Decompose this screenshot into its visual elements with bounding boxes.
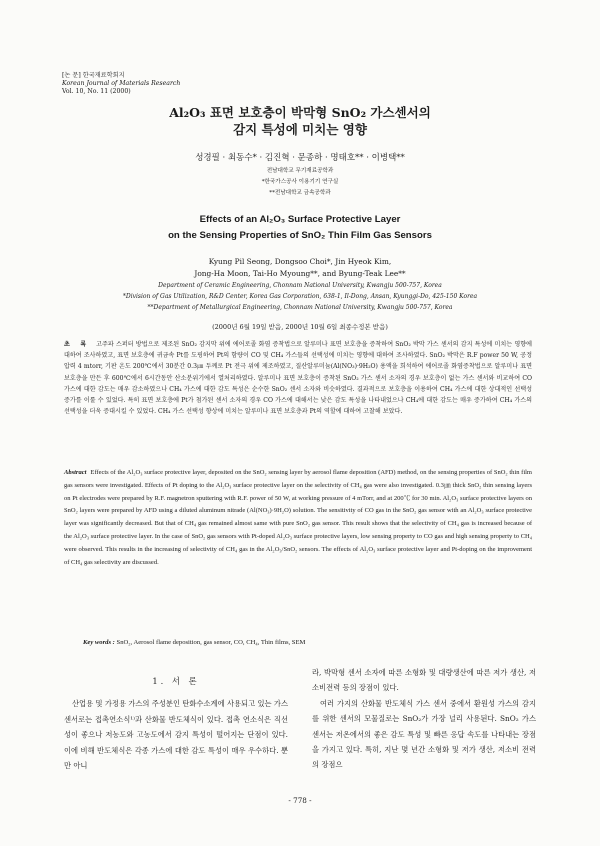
keywords-text: SnO₂, Aerosol flame deposition, gas sensor, CO, CH₄, Thin films, SEM xyxy=(116,639,306,646)
abstract-ko xyxy=(64,339,532,417)
keywords xyxy=(83,639,533,646)
title-en-line1: Effects of an Al₂O₃ Surface Protective Layer xyxy=(199,214,401,225)
authors-ko: 성경필 · 최동수* · 김진혁 · 문종하 · 명태호** · 이병택** xyxy=(195,153,405,163)
journal-volume: Vol. 10, No. 11 (2000) xyxy=(62,88,131,95)
affiliation-en-2: *Division of Gas Utilization, R&D Center, Korea Gas Corporation, 638-1, Il-Dong, Ansan, Kyunggi-Do, 425-150 Korea xyxy=(122,293,478,300)
affiliation-en-3: **Department of Metallurgical Engineering, Chonnam National University, Kwangju 500-757, Korea xyxy=(147,304,453,311)
intro-paragraph-2: 여러 가지의 산화물 반도체식 가스 센서 중에서 환원성 가스의 감지를 위한 센서의 모물질로는 SnO₂가 가장 널리 사용된다. SnO₂ 가스 센서는 저온에서의 좋은 감도 특성 및 빠른 응답 속도를 나타내는 장점을 가지고 있다. 특히, 지난 몇 년간 소형화 및 저가 생산, 저소비 전력의 장점으 xyxy=(312,698,536,770)
journal-header xyxy=(62,72,180,96)
body-column-left xyxy=(64,665,288,773)
abstract-en-text: Effects of the Al₂O₃ surface protective layer, deposited on the SnO₂ sensing layer by aerosol flame deposition (AFD) method, on the sensing properties of SnO₂ thin film gas sensors were investigated. Effects of Pt doping to the Al₂O₃ surface protective layer on the selectivity of CH₄ gas were also investigated. 0.3㎛ thick SnO₂ thin sensing layers on Pt electrodes were prepared by R.F. magnetron sputtering with R.F. power of 50 W, at working pressure of 4 mTorr, and at 200℃ for 30 min. Al₂O₃ surface protective layers on SnO₂ layers were prepared by AFD using a diluted aluminum nitrade (Al(NO₃)·9H₂O) solution. The sensitivity of CO gas in the SnO₂ gas sensor with an Al₂O₃ surface protective layer was significantly decreased. But that of CH₄ gas remained almost same with pure SnO₂ gas sensor. This result shows that the selectivity of CH₄ gas is increased because of the Al₂O₃ surface protective layer. In the case of SnO₂ gas sensors with Pt-doped Al₂O₃ surface protective layers, low sensing property to CO gas and high sensing property to CH₄ were observed. This results in the increasing of selectivity of CH₄ gas in the Al₂O₃/SnO₂ sensors. The effects of Al₂O₃ surface protective layer and Pt-doping on the improvement of CH₄ gas selectivity are discussed. xyxy=(64,469,532,566)
authors-en-line2: Jong-Ha Moon, Tai-Ho Myoung**, and Byung-Teak Lee** xyxy=(194,269,406,278)
affiliation-ko-3: **전남대학교 금속공학과 xyxy=(269,190,331,196)
intro-paragraph-1: 산업용 및 가정용 가스의 주성분인 탄화수소계에 사용되고 있는 가스센서로는 접촉연소식¹⁾과 산화물 반도체식이 있다. 접촉 연소식은 직선성이 좋으나 저농도와 고농도에서 감지 특성이 떨어지는 단점이 있다. 이에 비해 반도체식은 각종 가스에 대한 감도 특성이 매우 우수하다. 뿐만 아니 xyxy=(64,699,288,771)
received-dates: (2000년 6월 19일 받음, 2000년 10월 6일 최종수정본 받음) xyxy=(212,323,388,331)
affiliation-ko-1: 전남대학교 무기재료공학과 xyxy=(266,168,334,174)
section-title-introduction: 1. 서 론 xyxy=(152,676,200,686)
journal-name-en: Korean Journal of Materials Research xyxy=(62,80,181,87)
affiliation-en-1: Department of Ceramic Engineering, Chonnam National University, Kwangju 500-757, Korea xyxy=(158,282,442,289)
abstract-ko-text: 고주파 스퍼터 방법으로 제조된 SnO₂ 감지막 위에 에어로졸 화염 증착법으로 알루미나 표면 보호층을 증착하여 SnO₂ 박막 가스 센서의 감지 특성에 미치는 영향에 대하여 조사하였고, 표면 보호층에 귀금속 Pt를 도핑하여 Pt의 함량이 CO 및 CH₄ 가스들의 선택성에 미치는 영향에 대하여 조사하였다. SnO₂ 박막은 R.F power 50 W, 공정 압력 4 mtorr, 기판 온도 200℃에서 30분간 0.3㎛ 두께로 Pt 전극 위에 제조하였고, 질산알루미늄(Al(NO₃)·9H₂O) 용액을 희석하여 에어로졸 화염증착법으로 알루미나 표면 보호층을 만든 후 600℃에서 6시간동안 산소분위기에서 열처리하였다. 알루미나 표면 보호층이 증착된 SnO₂ 가스 센서 소자의 경우 보호층이 없는 가스 센서와 비교하여 CO 가스에 대한 감도는 매우 감소하였으나 CH₄ 가스에 대한 감도 특성은 순수한 SnO₂ 센서 소자와 비슷하였다. 결과적으로 보호층을 이용하여 CH₄ 가스에 대한 상대적인 선택성 증가를 이룰 수 있었다. 특히 표면 보호층에 Pt가 첨가된 센서 소자의 경우 CO 가스에 대해서는 낮은 감도 특성을 나타내었으나 CH₄에 대한 감도는 매우 증가하여 CH₄ 가스의 선택성을 더욱 증대시킬 수 있었다. CH₄ 가스 선택성 향상에 미치는 알루미나 표면 보호층과 Pt의 역할에 대하여 고찰해 보았다. xyxy=(64,341,532,416)
abstract-en xyxy=(64,467,532,569)
authors-en-line1: Kyung Pil Seong, Dongsoo Choi*, Jin Hyeok Kim, xyxy=(208,257,392,266)
intro-paragraph-1-continued: 라, 박막형 센서 소자에 따른 소형화 및 대량생산에 따른 저가 생산, 저소비전력 등의 장점이 있다. xyxy=(312,668,536,693)
keywords-label: Key words : xyxy=(83,639,115,646)
page-number: - 778 - xyxy=(288,796,312,805)
body-column-right xyxy=(312,665,536,773)
title-ko-line1: Al₂O₃ 표면 보호층이 박막형 SnO₂ 가스센서의 xyxy=(169,105,431,120)
abstract-ko-label: 초 록 xyxy=(64,341,91,348)
abstract-en-label: Abstract xyxy=(64,469,87,476)
journal-name-ko: [논 문] 한국재료학회지 xyxy=(62,72,125,79)
title-ko-line2: 감지 특성에 미치는 영향 xyxy=(233,122,367,137)
title-en-line2: on the Sensing Properties of SnO₂ Thin Film Gas Sensors xyxy=(168,230,432,241)
affiliation-ko-2: *한국가스공사 이용기기 연구실 xyxy=(261,179,339,185)
